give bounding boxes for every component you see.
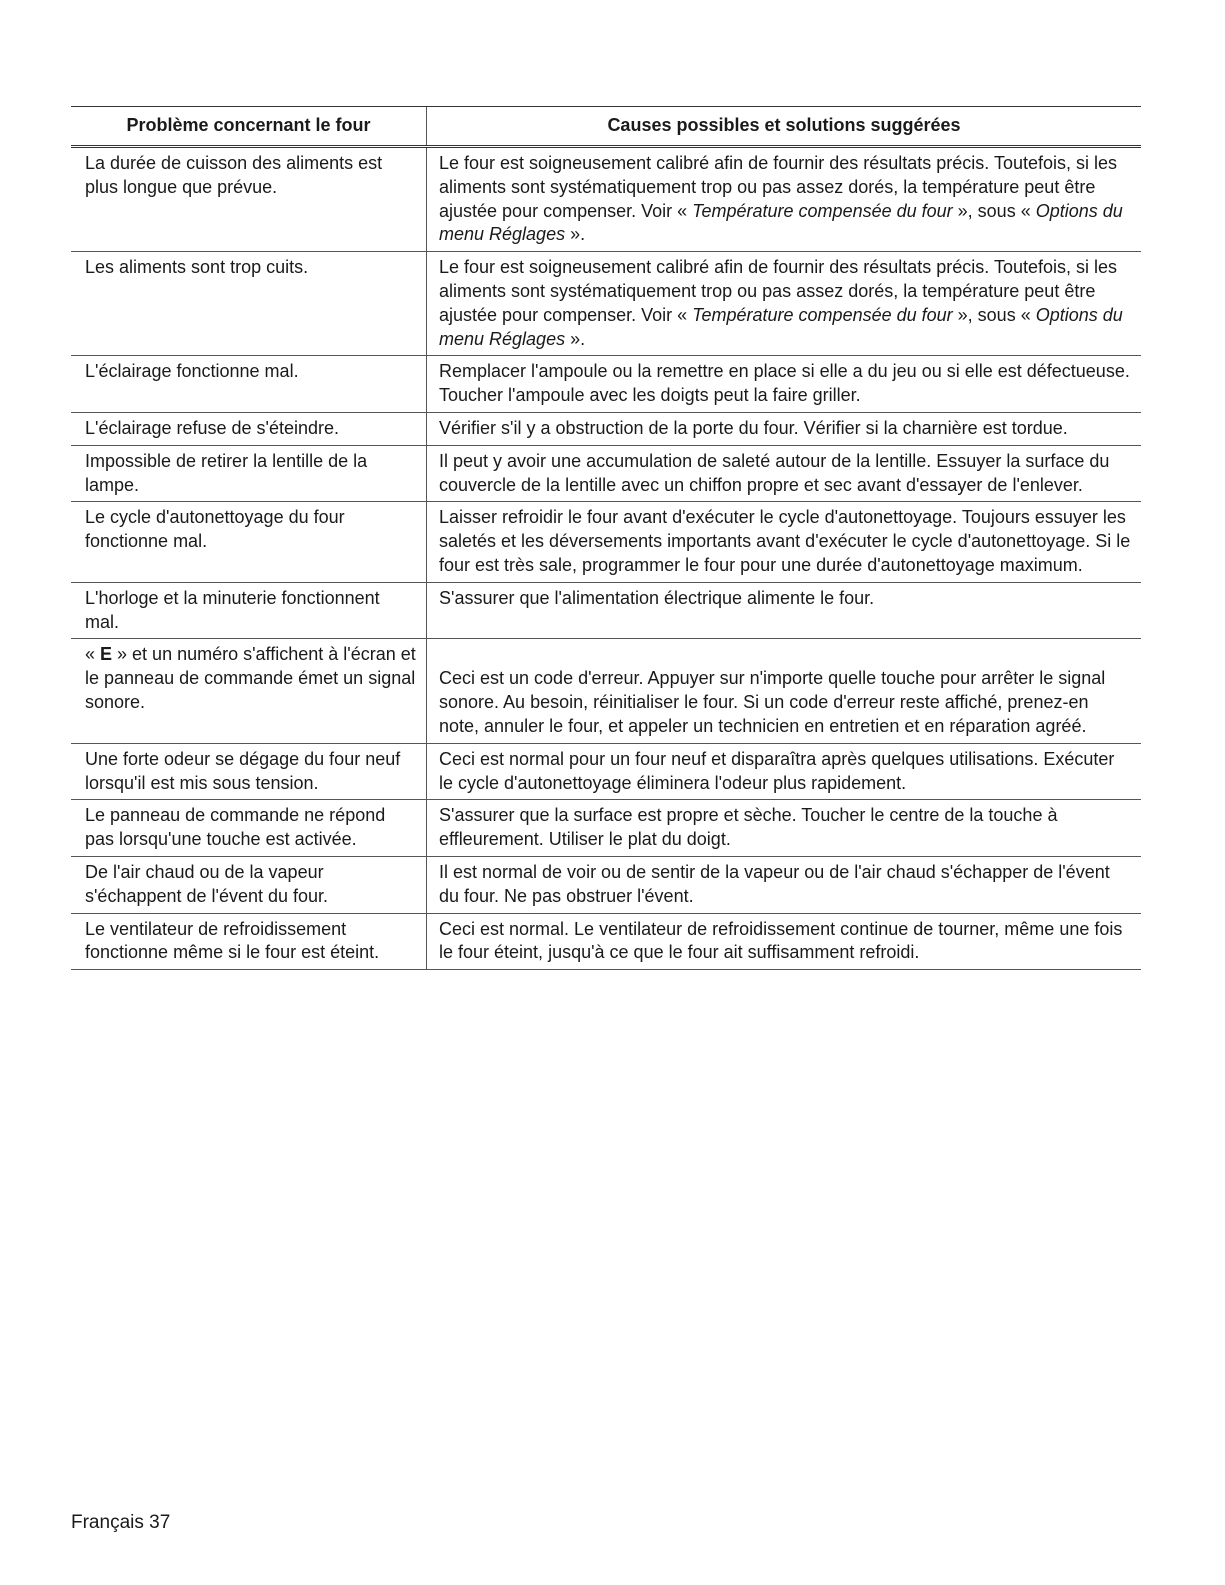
text-segment: ». — [565, 224, 586, 245]
table-row — [71, 857, 1141, 914]
troubleshooting-table — [71, 106, 1141, 970]
problem-cell: L'horloge et la minuterie fonctionnent mal. — [71, 583, 427, 639]
solution-cell — [427, 502, 1141, 581]
italic-reference: Température compensée du four — [692, 304, 953, 325]
text-segment: Il peut y avoir une accumulation de saleté autour de la lentille. Essuyer la surface du couvercle de la lentille avec un chiffon propre et sec avant d'essayer de l'enlever. — [439, 450, 1110, 495]
problem-cell: Le cycle d'autonettoyage du four fonctionne mal. — [71, 502, 427, 581]
text-segment: Le four est soigneusement calibré afin de fournir des résultats précis. Toutefois, si les aliments sont systématiquement trop ou pas assez dorés, la température peut être ajustée pour compenser. Voir « — [439, 257, 1118, 325]
text-segment: » et un numéro s'affichent à l'écran et le panneau de commande émet un signal sonore. — [85, 644, 416, 712]
bold-code: E — [100, 644, 113, 665]
italic-reference: Température compensée du four — [692, 200, 953, 221]
text-segment: Ceci est un code d'erreur. Appuyer sur n'importe quelle touche pour arrêter le signal sonore. Au besoin, réinitialiser le four. Si un code d'erreur reste affiché, prenez-en note, annuler le four, et appeler un technicien en entretien et en réparation agréé. — [439, 668, 1106, 736]
table-row — [71, 356, 1141, 413]
solution-cell — [427, 356, 1141, 412]
table-row — [71, 914, 1141, 971]
problem-cell — [71, 639, 427, 742]
solution-cell — [427, 583, 1141, 639]
text-segment: Ceci est normal. Le ventilateur de refroidissement continue de tourner, même une fois le four éteint, jusqu'à ce que le four ait suffisamment refroidi. — [439, 918, 1123, 963]
text-segment: Ceci est normal pour un four neuf et disparaîtra après quelques utilisations. Exécuter le cycle d'autonettoyage éliminera l'odeur plus rapidement. — [439, 748, 1115, 793]
text-segment: S'assurer que la surface est propre et sèche. Toucher le centre de la touche à effleurement. Utiliser le plat du doigt. — [439, 805, 1058, 850]
solution-cell — [427, 639, 1141, 742]
solution-cell — [427, 413, 1141, 445]
italic-reference: Options du menu Réglages — [439, 200, 1123, 245]
table-row — [71, 252, 1141, 356]
table-row — [71, 413, 1141, 446]
problem-cell: L'éclairage refuse de s'éteindre. — [71, 413, 427, 445]
table-row — [71, 639, 1141, 743]
table-row — [71, 446, 1141, 503]
solution-cell — [427, 857, 1141, 913]
table-header — [71, 106, 1141, 148]
text-segment: Le four est soigneusement calibré afin de fournir des résultats précis. Toutefois, si les aliments sont systématiquement trop ou pas assez dorés, la température peut être ajustée pour compenser. Voir « — [439, 153, 1118, 221]
header-problem: Problème concernant le four — [71, 107, 427, 145]
solution-cell — [427, 914, 1141, 970]
problem-cell: De l'air chaud ou de la vapeur s'échappent de l'évent du four. — [71, 857, 427, 913]
text-segment: Remplacer l'ampoule ou la remettre en place si elle a du jeu ou si elle est défectueuse. Toucher l'ampoule avec les doigts peut la faire griller. — [439, 361, 1130, 406]
page-footer: Français 37 — [71, 1512, 171, 1533]
table-row — [71, 800, 1141, 857]
solution-cell — [427, 252, 1141, 355]
table-body — [71, 148, 1141, 970]
problem-cell: Les aliments sont trop cuits. — [71, 252, 427, 355]
text-segment: », sous « — [952, 200, 1036, 221]
text-segment: Laisser refroidir le four avant d'exécuter le cycle d'autonettoyage. Toujours essuyer les saletés et les déversements importants avant d'exécuter le cycle d'autonettoyage. Si le four est très sale, programmer le four pour une durée d'autonettoyage maximum. — [439, 507, 1131, 575]
text-segment: « — [85, 644, 101, 665]
problem-cell: L'éclairage fonctionne mal. — [71, 356, 427, 412]
solution-cell — [427, 744, 1141, 800]
solution-cell — [427, 148, 1141, 251]
problem-cell: Le panneau de commande ne répond pas lorsqu'une touche est activée. — [71, 800, 427, 856]
header-causes: Causes possibles et solutions suggérées — [607, 115, 961, 135]
problem-cell: Une forte odeur se dégage du four neuf lorsqu'il est mis sous tension. — [71, 744, 427, 800]
problem-cell: Impossible de retirer la lentille de la lampe. — [71, 446, 427, 502]
text-segment: S'assurer que l'alimentation électrique alimente le four. — [439, 587, 875, 608]
table-row — [71, 744, 1141, 801]
table-row — [71, 148, 1141, 252]
text-segment: », sous « — [952, 304, 1036, 325]
problem-cell: La durée de cuisson des aliments est plus longue que prévue. — [71, 148, 427, 251]
solution-cell — [427, 800, 1141, 856]
table-row — [71, 583, 1141, 640]
problem-cell: Le ventilateur de refroidissement fonctionne même si le four est éteint. — [71, 914, 427, 970]
italic-reference: Options du menu Réglages — [439, 304, 1123, 349]
text-segment: Vérifier s'il y a obstruction de la porte du four. Vérifier si la charnière est tordue. — [439, 417, 1068, 438]
solution-cell — [427, 446, 1141, 502]
text-segment: ». — [565, 328, 586, 349]
table-row — [71, 502, 1141, 582]
text-segment: Il est normal de voir ou de sentir de la vapeur ou de l'air chaud s'échapper de l'évent du four. Ne pas obstruer l'évent. — [439, 861, 1110, 906]
